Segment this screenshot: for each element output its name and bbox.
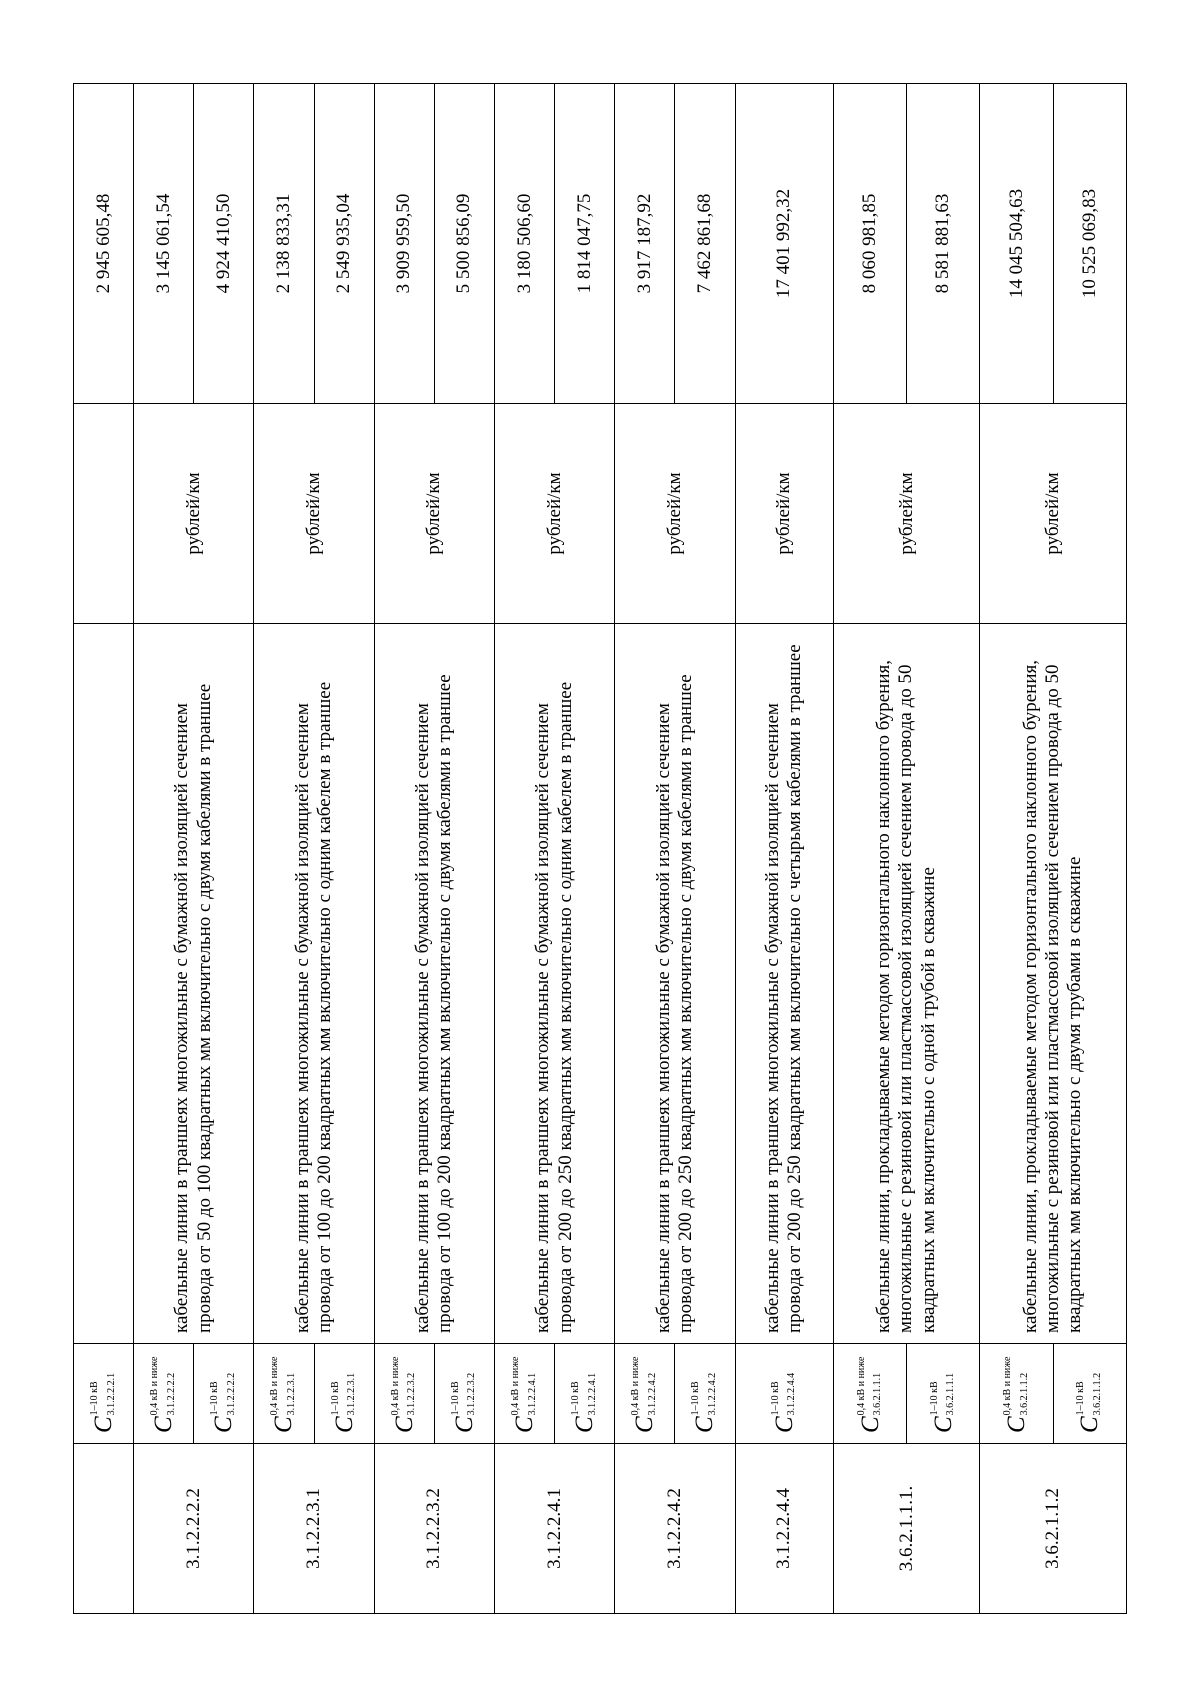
row-code: 3.1.2.2.3.2 [374, 1444, 494, 1614]
row-code: 3.1.2.2.4.2 [615, 1444, 735, 1614]
row-code: 3.1.2.2.4.1 [494, 1444, 614, 1614]
rate-symbol: C 0,4 кВ и ниже 3.1.2.2.3.2 [374, 1344, 434, 1444]
row-code: 3.6.2.1.1.2 [980, 1444, 1127, 1614]
rate-symbol: C 0,4 кВ и ниже 3.1.2.2.2.2 [134, 1344, 194, 1444]
rate-symbol: C 1–10 кВ 3.1.2.2.4.4 [735, 1344, 833, 1444]
row-value: 3 917 187,92 [615, 84, 675, 404]
row-value: 3 909 959,50 [374, 84, 434, 404]
row-value: 8 581 881,63 [907, 84, 980, 404]
table-row [735, 84, 833, 1614]
row-unit: рублей/км [615, 404, 735, 624]
row-description: кабельные линии, прокладываемые методом горизонтального наклонного бурения, многожильные с резиновой или пластмассовой изоляцией сечением провода до 50 квадратных мм включительно с одной трубой в скважине [833, 624, 980, 1344]
rate-symbol: C 1–10 кВ 3.1.2.2.3.1 [314, 1344, 374, 1444]
row-unit: рублей/км [254, 404, 374, 624]
rate-symbol: C 1–10 кВ 3.1.2.2.2.2 [194, 1344, 254, 1444]
rate-symbol: C 1–10 кВ 3.1.2.2.2.1 [74, 1344, 134, 1444]
row-value: 2 138 833,31 [254, 84, 314, 404]
row-value: 3 145 061,54 [134, 84, 194, 404]
table-row [74, 84, 134, 1614]
table-row [254, 84, 314, 1614]
row-value: 17 401 992,32 [735, 84, 833, 404]
table-row [833, 84, 906, 1614]
rate-symbol: C 0,4 кВ и ниже 3.1.2.2.3.1 [254, 1344, 314, 1444]
rate-symbol: C 0,4 кВ и ниже 3.1.2.2.4.1 [494, 1344, 554, 1444]
row-value: 2 549 935,04 [314, 84, 374, 404]
row-description: кабельные линии в траншеях многожильные с бумажной изоляцией сечением провода от 200 до 250 квадратных мм включительно с одним кабелем в траншее [494, 624, 614, 1344]
rates-table [73, 83, 1127, 1614]
row-code: 3.1.2.2.4.4 [735, 1444, 833, 1614]
row-value: 7 462 861,68 [675, 84, 735, 404]
rate-symbol: C 1–10 кВ 3.1.2.2.3.2 [434, 1344, 494, 1444]
rate-symbol: C 1–10 кВ 3.6.2.1.1.1 [907, 1344, 980, 1444]
row-description: кабельные линии в траншеях многожильные с бумажной изоляцией сечением провода от 100 до 200 квадратных мм включительно с одним кабелем в траншее [254, 624, 374, 1344]
table-row [615, 84, 675, 1614]
table-row [374, 84, 434, 1614]
row-unit: рублей/км [833, 404, 980, 624]
row-unit: рублей/км [980, 404, 1127, 624]
row-value: 10 525 069,83 [1053, 84, 1126, 404]
row-value: 4 924 410,50 [194, 84, 254, 404]
rate-symbol: C 1–10 кВ 3.1.2.2.4.1 [555, 1344, 615, 1444]
row-description: кабельные линии в траншеях многожильные с бумажной изоляцией сечением провода от 200 до 250 квадратных мм включительно с двумя кабелями в траншее [615, 624, 735, 1344]
table-row [494, 84, 554, 1614]
row-code: 3.6.2.1.1.1. [833, 1444, 980, 1614]
rate-symbol: C 0,4 кВ и ниже 3.1.2.2.4.2 [615, 1344, 675, 1444]
row-value: 2 945 605,48 [74, 84, 134, 404]
table-row [980, 84, 1053, 1614]
row-code: 3.1.2.2.3.1 [254, 1444, 374, 1614]
row-value: 14 045 504,63 [980, 84, 1053, 404]
row-value: 5 500 856,09 [434, 84, 494, 404]
row-unit: рублей/км [494, 404, 614, 624]
row-unit: рублей/км [134, 404, 254, 624]
rate-symbol: C 0,4 кВ и ниже 3.6.2.1.1.2 [980, 1344, 1053, 1444]
row-description [74, 624, 134, 1344]
table-row [134, 84, 194, 1614]
row-unit [74, 404, 134, 624]
rate-symbol: C 1–10 кВ 3.1.2.2.4.2 [675, 1344, 735, 1444]
rotated-page [73, 84, 1127, 1614]
row-unit: рублей/км [735, 404, 833, 624]
row-description: кабельные линии в траншеях многожильные с бумажной изоляцией сечением провода от 50 до 100 квадратных мм включительно с двумя кабелями в траншее [134, 624, 254, 1344]
row-value: 8 060 981,85 [833, 84, 906, 404]
row-description: кабельные линии в траншеях многожильные с бумажной изоляцией сечением провода от 100 до 200 квадратных мм включительно с двумя кабелями в траншее [374, 624, 494, 1344]
row-value: 1 814 047,75 [555, 84, 615, 404]
row-value: 3 180 506,60 [494, 84, 554, 404]
rate-symbol: C 0,4 кВ и ниже 3.6.2.1.1.1 [833, 1344, 906, 1444]
row-description: кабельные линии в траншеях многожильные с бумажной изоляцией сечением провода от 200 до 250 квадратных мм включительно с четырьмя кабелями в траншее [735, 624, 833, 1344]
row-code: 3.1.2.2.2.2 [134, 1444, 254, 1614]
row-description: кабельные линии, прокладываемые методом горизонтального наклонного бурения, многожильные с резиновой или пластмассовой изоляцией сечением провода до 50 квадратных мм включительно с двумя трубами в скважине [980, 624, 1127, 1344]
row-unit: рублей/км [374, 404, 494, 624]
rate-symbol: C 1–10 кВ 3.6.2.1.1.2 [1053, 1344, 1126, 1444]
row-code [74, 1444, 134, 1614]
